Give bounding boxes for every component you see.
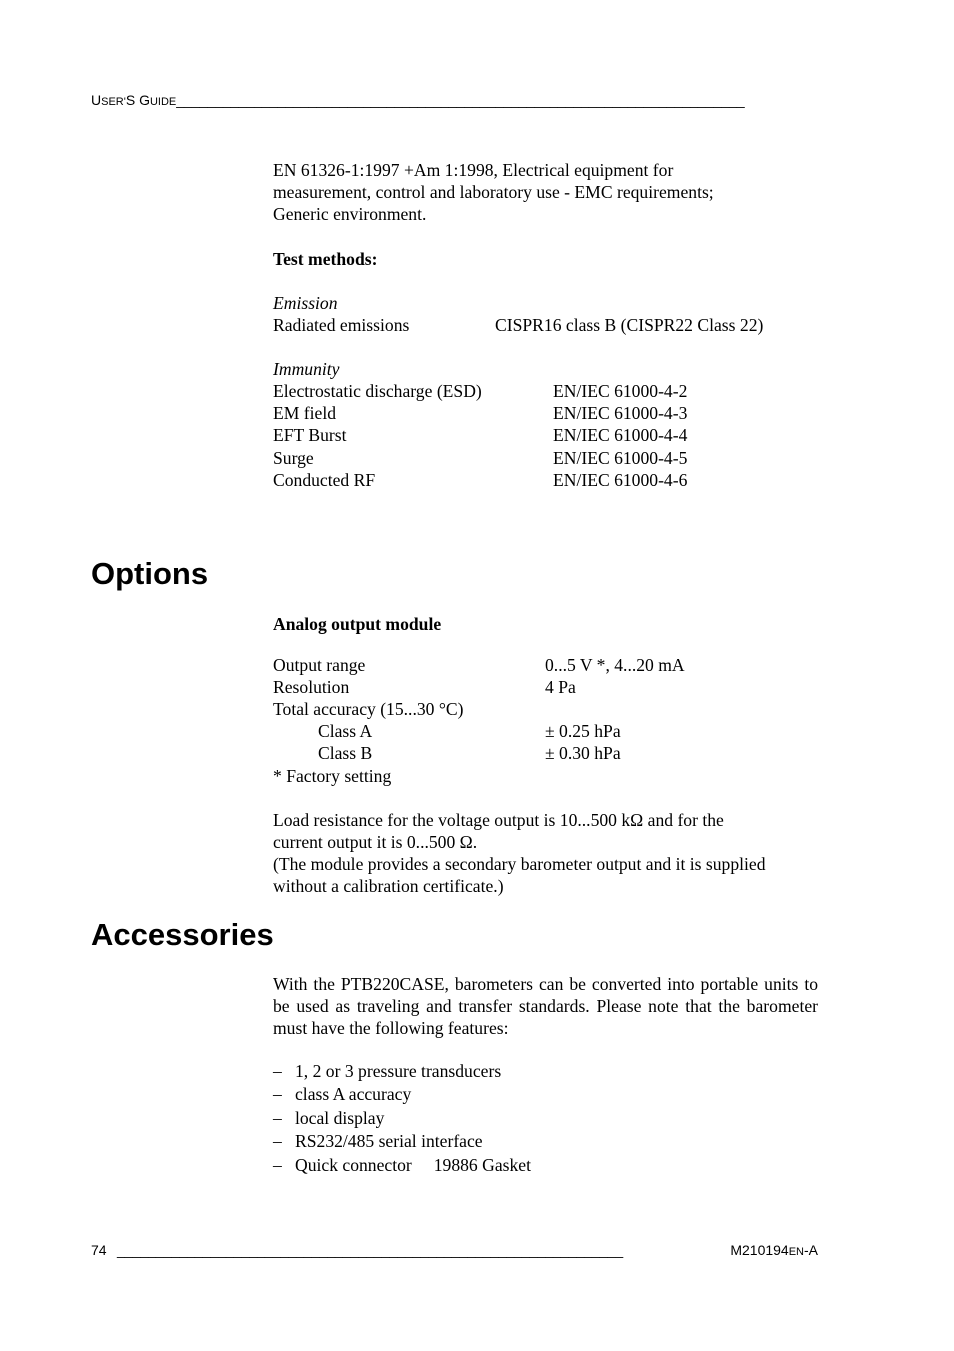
page-header (91, 92, 745, 108)
options-para-line-1: Load resistance for the voltage output is 10...500 kΩ and for the (273, 810, 724, 830)
option-row-label: Total accuracy (15...30 °C) (273, 699, 464, 719)
option-row-label: Class B (318, 743, 373, 763)
immunity-label: Immunity (273, 359, 340, 379)
header-rule: _________________________________________________________________________ (176, 92, 745, 108)
immunity-row-std: EN/IEC 61000-4-4 (553, 425, 688, 445)
option-row-value: ± 0.30 hPa (545, 743, 621, 763)
standard-line-1: EN 61326-1:1997 +Am 1:1998, Electrical equipment for (273, 160, 674, 180)
header-guide-u: U (91, 92, 102, 108)
bullet-text: Quick connector 19886 Gasket (295, 1155, 531, 1175)
header-guide-g: G (139, 92, 150, 108)
page-number: 74 (91, 1242, 107, 1258)
bullet-dash: – (273, 1131, 282, 1151)
module-title: Analog output module (273, 614, 442, 634)
test-methods-title: Test methods: (273, 249, 378, 269)
option-row-value: 4 Pa (545, 677, 576, 697)
bullet-text: local display (295, 1108, 385, 1128)
document-code (730, 1242, 818, 1258)
bullet-item (273, 1083, 411, 1105)
footer-rule: _________________________________________________________________ (117, 1242, 624, 1258)
header-guide-uide: UIDE (149, 96, 177, 108)
bullet-dash: – (273, 1061, 282, 1081)
bullet-dash: – (273, 1084, 282, 1104)
immunity-row-name: Electrostatic discharge (ESD) (273, 381, 482, 401)
emission-row-std: CISPR16 class B (CISPR22 Class 22) (495, 315, 764, 335)
immunity-row-name: EFT Burst (273, 425, 347, 445)
immunity-row-name: EM field (273, 403, 337, 423)
bullet-dash: – (273, 1108, 282, 1128)
option-row-value: ± 0.25 hPa (545, 721, 621, 741)
standard-line-2: measurement, control and laboratory use - EMC requirements; (273, 182, 714, 202)
accessories-heading: Accessories (91, 917, 274, 952)
standard-line-3: Generic environment. (273, 204, 427, 224)
immunity-row-std: EN/IEC 61000-4-3 (553, 403, 688, 423)
doc-code-rev: -A (804, 1242, 818, 1258)
bullet-item (273, 1060, 501, 1082)
immunity-row-std: EN/IEC 61000-4-2 (553, 381, 688, 401)
bullet-text: 1, 2 or 3 pressure transducers (295, 1061, 502, 1081)
options-para-line-4: without a calibration certificate.) (273, 876, 504, 896)
options-para-line-2: current output it is 0...500 Ω. (273, 832, 478, 852)
immunity-row-name: Conducted RF (273, 470, 376, 490)
bullet-text: class A accuracy (295, 1084, 412, 1104)
bullet-text: RS232/485 serial interface (295, 1131, 483, 1151)
immunity-row-name: Surge (273, 448, 314, 468)
header-guide-s: S (125, 92, 140, 108)
emission-label: Emission (273, 293, 338, 313)
immunity-row-std: EN/IEC 61000-4-5 (553, 448, 688, 468)
option-row-label: Resolution (273, 677, 350, 697)
accessories-intro: With the PTB220CASE, barometers can be converted into portable units to be used as traveling and transfer standards. Please note that the barometer must have the following features: (273, 974, 818, 1038)
bullet-item (273, 1154, 531, 1176)
bullet-item (273, 1107, 384, 1129)
option-row-value: 0...5 V *, 4...20 mA (545, 655, 685, 675)
doc-code-main: M210194 (730, 1242, 789, 1258)
bullet-item (273, 1130, 483, 1152)
options-para-line-3: (The module provides a secondary barometer output and it is supplied (273, 854, 766, 874)
header-guide-ser: SER (101, 96, 124, 108)
factory-setting-note: * Factory setting (273, 766, 392, 786)
option-row-label: Class A (318, 721, 373, 741)
options-heading: Options (91, 556, 209, 591)
doc-code-lang: EN (788, 1246, 804, 1258)
immunity-row-std: EN/IEC 61000-4-6 (553, 470, 688, 490)
header-guide-apos: ' (123, 96, 126, 108)
option-row-label: Output range (273, 655, 366, 675)
bullet-dash: – (273, 1155, 282, 1175)
emission-row-name: Radiated emissions (273, 315, 410, 335)
